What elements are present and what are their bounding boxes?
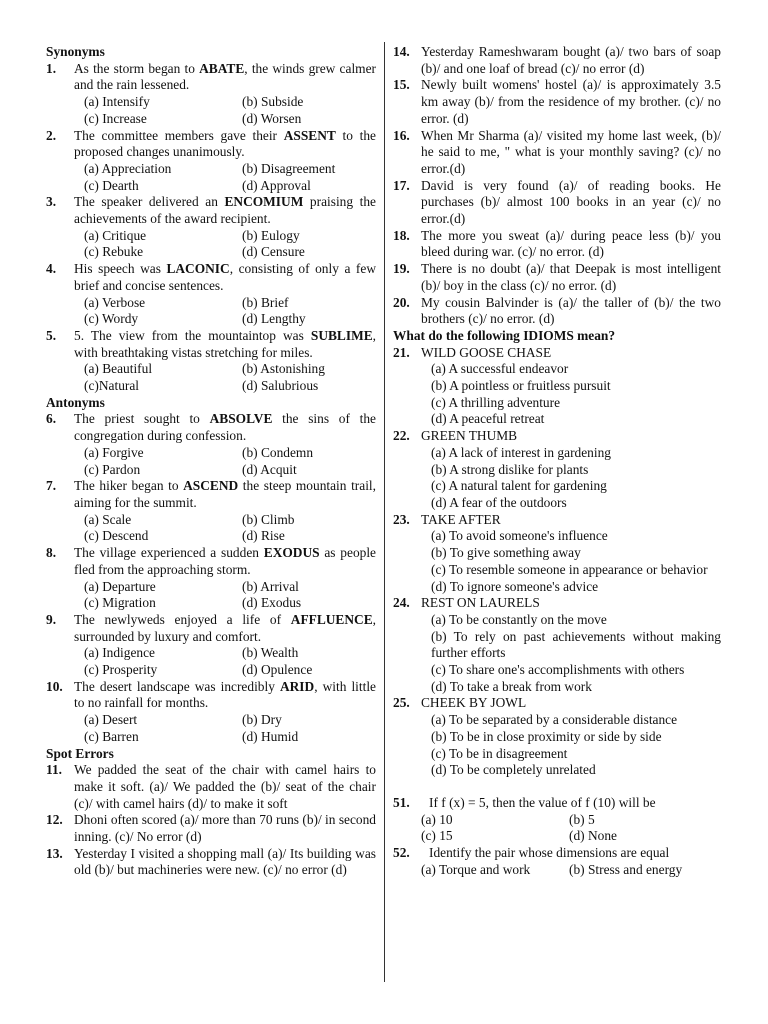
antonyms-heading: Antonyms bbox=[46, 394, 105, 410]
option: (d) Worsen bbox=[242, 110, 302, 126]
question bbox=[393, 77, 721, 127]
question bbox=[393, 228, 721, 261]
key-word: ASCEND bbox=[183, 478, 239, 494]
question bbox=[46, 846, 376, 879]
question bbox=[393, 178, 721, 228]
option: (d) Approval bbox=[242, 177, 311, 193]
options-grid bbox=[46, 579, 376, 612]
option: (a) Critique bbox=[84, 227, 147, 243]
option: (b) Subside bbox=[242, 94, 304, 110]
option: (c) Migration bbox=[84, 595, 156, 611]
question-text: as people fled from the approaching storm. bbox=[74, 545, 377, 577]
section-gap bbox=[393, 779, 721, 795]
option: (a) To be constantly on the move bbox=[431, 611, 607, 627]
question-number: 24. bbox=[393, 595, 410, 611]
question bbox=[393, 261, 721, 294]
question-text: Newly built womens' hostel (a)/ is approximately 3.5 km away (b)/ from the residence of my brother. (c)/ no error. (d) bbox=[421, 77, 721, 126]
question-number: 17. bbox=[393, 177, 410, 193]
question-text: My cousin Balvinder is (a)/ the taller of (b)/ the two brothers (c)/ no error. (d) bbox=[421, 294, 721, 327]
question bbox=[393, 345, 721, 362]
question-text: , surrounded by luxury and comfort. bbox=[74, 611, 376, 644]
question-text: As the storm began to bbox=[74, 60, 200, 76]
question bbox=[393, 512, 721, 529]
option: (c) A natural talent for gardening bbox=[431, 478, 607, 494]
question-number: 23. bbox=[393, 511, 410, 527]
option: (b) Eulogy bbox=[242, 227, 300, 243]
question-text: The speaker delivered an bbox=[74, 194, 225, 210]
options-grid bbox=[393, 862, 721, 879]
option: (c) To be in disagreement bbox=[431, 745, 568, 761]
question-text: David is very found (a)/ of reading books. He purchases (b)/ almost 100 books in an year (c)/ no error.(d) bbox=[421, 177, 721, 227]
question bbox=[393, 695, 721, 712]
question bbox=[46, 411, 376, 444]
option: (b) Climb bbox=[242, 511, 295, 527]
option: (d) To be completely unrelated bbox=[431, 762, 596, 778]
question-number: 25. bbox=[393, 695, 410, 711]
option: (b) Disagreement bbox=[242, 160, 336, 176]
options-grid bbox=[46, 228, 376, 261]
option: (a) Scale bbox=[84, 511, 132, 527]
option: (a) 10 bbox=[421, 811, 453, 827]
question-text: If f (x) = 5, then the value of f (10) will be bbox=[429, 794, 656, 810]
question-number: 15. bbox=[393, 77, 410, 93]
options-grid bbox=[46, 712, 376, 745]
option: (c)Natural bbox=[84, 378, 140, 394]
question bbox=[46, 762, 376, 812]
key-word: EXODUS bbox=[263, 545, 320, 561]
key-word: ARID bbox=[279, 678, 315, 694]
question-text: The hiker began to bbox=[74, 478, 184, 494]
option: (c) Descend bbox=[84, 528, 149, 544]
physics-list bbox=[393, 795, 721, 879]
question bbox=[46, 478, 376, 511]
question-number: 18. bbox=[393, 227, 410, 243]
question-number: 9. bbox=[46, 611, 57, 627]
option: (b) A pointless or fruitless pursuit bbox=[431, 378, 611, 394]
key-word: ABSOLVE bbox=[209, 411, 273, 427]
option: (c) Prosperity bbox=[84, 662, 158, 678]
question-text: There is no doubt (a)/ that Deepak is most intelligent (b)/ boy in the class (c)/ no error. (d) bbox=[421, 261, 721, 293]
option: (d) A fear of the outdoors bbox=[431, 494, 567, 510]
question bbox=[393, 44, 721, 77]
option: (a) To be separated by a considerable distance bbox=[431, 712, 678, 728]
option: (c) Dearth bbox=[84, 177, 139, 193]
question-number: 22. bbox=[393, 428, 410, 444]
question-text: The newlyweds enjoyed a life of bbox=[74, 611, 291, 627]
option: (a) Torque and work bbox=[421, 861, 531, 877]
question bbox=[393, 845, 721, 862]
question-text: , with little to no rainfall for months. bbox=[74, 678, 376, 711]
question-text: the steep mountain trail, aiming for the summit. bbox=[74, 478, 376, 510]
question-number: 10. bbox=[46, 678, 63, 694]
question bbox=[46, 328, 376, 361]
question-text: , with breathtaking vistas stretching for miles. bbox=[74, 327, 376, 360]
options-grid bbox=[46, 361, 376, 394]
antonyms-list bbox=[46, 411, 376, 745]
option: (d) None bbox=[569, 828, 617, 844]
option: (b) Condemn bbox=[242, 444, 314, 460]
option: (b) Wealth bbox=[242, 645, 299, 661]
option: (d) A peaceful retreat bbox=[431, 411, 545, 427]
question bbox=[46, 545, 376, 578]
options-grid bbox=[393, 445, 721, 512]
key-word: AFFLUENCE bbox=[290, 611, 373, 627]
question-text: to the proposed changes unanimously. bbox=[74, 127, 376, 160]
question-number: 6. bbox=[46, 411, 57, 427]
question-text: praising the achievements of the award recipient. bbox=[74, 194, 376, 227]
question-text: REST ON LAURELS bbox=[421, 595, 540, 611]
option: (d) Humid bbox=[242, 728, 299, 744]
option: (c) To share one's accomplishments with others bbox=[431, 662, 685, 678]
question-text: We padded the seat of the chair with camel hairs to make it soft. (a)/ We padded the (b)/ seat of the chair (c)/ with camel hairs (d)/ to make it soft bbox=[74, 762, 376, 811]
options-grid bbox=[393, 528, 721, 595]
question-text: GREEN THUMB bbox=[421, 428, 518, 444]
question bbox=[393, 595, 721, 612]
question-number: 5. bbox=[46, 327, 57, 343]
question bbox=[393, 795, 721, 812]
question-text: TAKE AFTER bbox=[421, 511, 501, 527]
option: (c) Barren bbox=[84, 728, 139, 744]
option: (b) Stress and energy bbox=[569, 861, 683, 877]
question-number: 13. bbox=[46, 845, 63, 861]
question bbox=[393, 295, 721, 328]
option: (c) 15 bbox=[421, 828, 453, 844]
question-text: , the winds grew calmer and the rain lessened. bbox=[74, 60, 376, 93]
option: (d) To take a break from work bbox=[431, 678, 592, 694]
option: (b) A strong dislike for plants bbox=[431, 461, 589, 477]
question bbox=[46, 612, 376, 645]
question-number: 1. bbox=[46, 60, 57, 76]
option: (d) Censure bbox=[242, 244, 305, 260]
question-number: 11. bbox=[46, 762, 62, 778]
left-column bbox=[46, 44, 376, 879]
spot-errors-heading: Spot Errors bbox=[46, 745, 114, 761]
option: (a) Indigence bbox=[84, 645, 156, 661]
option: (a) Forgive bbox=[84, 444, 144, 460]
errors-list-left bbox=[46, 762, 376, 879]
question bbox=[46, 812, 376, 845]
option: (d) Opulence bbox=[242, 662, 313, 678]
column-divider bbox=[384, 42, 385, 982]
question-text: The committee members gave their bbox=[74, 127, 284, 143]
question-number: 2. bbox=[46, 127, 57, 143]
question-text: The more you sweat (a)/ during peace less (b)/ you bleed during war. (c)/ no error. (d) bbox=[421, 227, 721, 260]
question-number: 3. bbox=[46, 194, 57, 210]
option: (c) Rebuke bbox=[84, 244, 144, 260]
question-number: 8. bbox=[46, 545, 57, 561]
option: (b) Arrival bbox=[242, 578, 299, 594]
question-text: CHEEK BY JOWL bbox=[421, 695, 527, 711]
question-number: 14. bbox=[393, 44, 410, 59]
option: (d) Salubrious bbox=[242, 378, 319, 394]
key-word: ENCOMIUM bbox=[224, 194, 304, 210]
option: (a) Appreciation bbox=[84, 160, 172, 176]
question bbox=[46, 128, 376, 161]
options-grid bbox=[46, 645, 376, 678]
question bbox=[393, 428, 721, 445]
options-grid bbox=[393, 712, 721, 779]
option: (c) To resemble someone in appearance or behavior bbox=[431, 561, 708, 577]
question-text: Yesterday Rameshwaram bought (a)/ two bars of soap (b)/ and one loaf of bread (c)/ no error (d) bbox=[421, 44, 721, 76]
question-number: 4. bbox=[46, 261, 57, 277]
option: (d) Lengthy bbox=[242, 311, 306, 327]
errors-list-right bbox=[393, 44, 721, 328]
option: (a) Beautiful bbox=[84, 361, 153, 377]
options-grid bbox=[393, 812, 721, 845]
idioms-heading: What do the following IDIOMS mean? bbox=[393, 327, 616, 343]
question-number: 20. bbox=[393, 294, 410, 310]
option: (b) To rely on past achievements without making further efforts bbox=[431, 628, 721, 661]
option: (b) Astonishing bbox=[242, 361, 325, 377]
option: (a) To avoid someone's influence bbox=[431, 528, 608, 544]
options-grid bbox=[46, 295, 376, 328]
question bbox=[46, 679, 376, 712]
options-grid bbox=[46, 94, 376, 127]
key-word: ABATE bbox=[199, 60, 245, 76]
option: (a) Desert bbox=[84, 712, 138, 728]
question-number: 51. bbox=[393, 794, 410, 810]
option: (b) Brief bbox=[242, 294, 289, 310]
option: (c) Wordy bbox=[84, 311, 139, 327]
question-text: WILD GOOSE CHASE bbox=[421, 344, 552, 360]
option: (a) A lack of interest in gardening bbox=[431, 444, 611, 460]
question-text: The village experienced a sudden bbox=[74, 545, 264, 561]
options-grid bbox=[46, 445, 376, 478]
question bbox=[46, 194, 376, 227]
question-text: Yesterday I visited a shopping mall (a)/ Its building was old (b)/ but machineries were new. (c)/ no error (d) bbox=[74, 845, 376, 878]
question-number: 52. bbox=[393, 845, 410, 861]
option: (b) To be in close proximity or side by side bbox=[431, 728, 662, 744]
option: (b) 5 bbox=[569, 811, 595, 827]
options-grid bbox=[393, 361, 721, 428]
option: (d) To ignore someone's advice bbox=[431, 578, 599, 594]
idioms-list bbox=[393, 345, 721, 779]
question-text: The priest sought to bbox=[74, 411, 210, 427]
question bbox=[393, 128, 721, 178]
question-text: the sins of the congregation during confession. bbox=[74, 411, 376, 444]
option: (d) Acquit bbox=[242, 461, 297, 477]
question-number: 21. bbox=[393, 344, 410, 360]
synonyms-list bbox=[46, 61, 376, 395]
question-number: 16. bbox=[393, 127, 410, 143]
question-number: 12. bbox=[46, 812, 63, 828]
option: (a) Verbose bbox=[84, 294, 146, 310]
synonyms-heading: Synonyms bbox=[46, 44, 105, 59]
question-text: , consisting of only a few brief and concise sentences. bbox=[74, 261, 376, 293]
key-word: SUBLIME bbox=[310, 327, 373, 343]
option: (d) Exodus bbox=[242, 595, 302, 611]
options-grid bbox=[393, 612, 721, 696]
option: (a) Intensify bbox=[84, 94, 150, 110]
question-number: 19. bbox=[393, 261, 410, 277]
option: (a) A successful endeavor bbox=[431, 361, 569, 377]
options-grid bbox=[46, 512, 376, 545]
key-word: ASSENT bbox=[283, 127, 336, 143]
question bbox=[46, 261, 376, 294]
question-number: 7. bbox=[46, 478, 57, 494]
question-text: When Mr Sharma (a)/ visited my home last week, (b)/ he said to me, " what is your monthly saving? (c)/ no error.(d) bbox=[421, 127, 721, 176]
options-grid bbox=[46, 161, 376, 194]
option: (b) Dry bbox=[242, 712, 282, 728]
option: (d) Rise bbox=[242, 528, 285, 544]
right-column bbox=[393, 44, 721, 878]
option: (c) A thrilling adventure bbox=[431, 394, 561, 410]
option: (b) To give something away bbox=[431, 545, 581, 561]
option: (a) Departure bbox=[84, 578, 156, 594]
question bbox=[46, 61, 376, 94]
option: (c) Increase bbox=[84, 110, 147, 126]
key-word: LACONIC bbox=[166, 261, 230, 277]
question-text: His speech was bbox=[74, 261, 167, 277]
option: (c) Pardon bbox=[84, 461, 141, 477]
question-text: 5. The view from the mountaintop was bbox=[74, 327, 311, 343]
question-text: Dhoni often scored (a)/ more than 70 runs (b)/ in second inning. (c)/ No error (d) bbox=[74, 812, 376, 845]
question-text: Identify the pair whose dimensions are equal bbox=[429, 845, 670, 861]
question-text: The desert landscape was incredibly bbox=[74, 678, 280, 694]
